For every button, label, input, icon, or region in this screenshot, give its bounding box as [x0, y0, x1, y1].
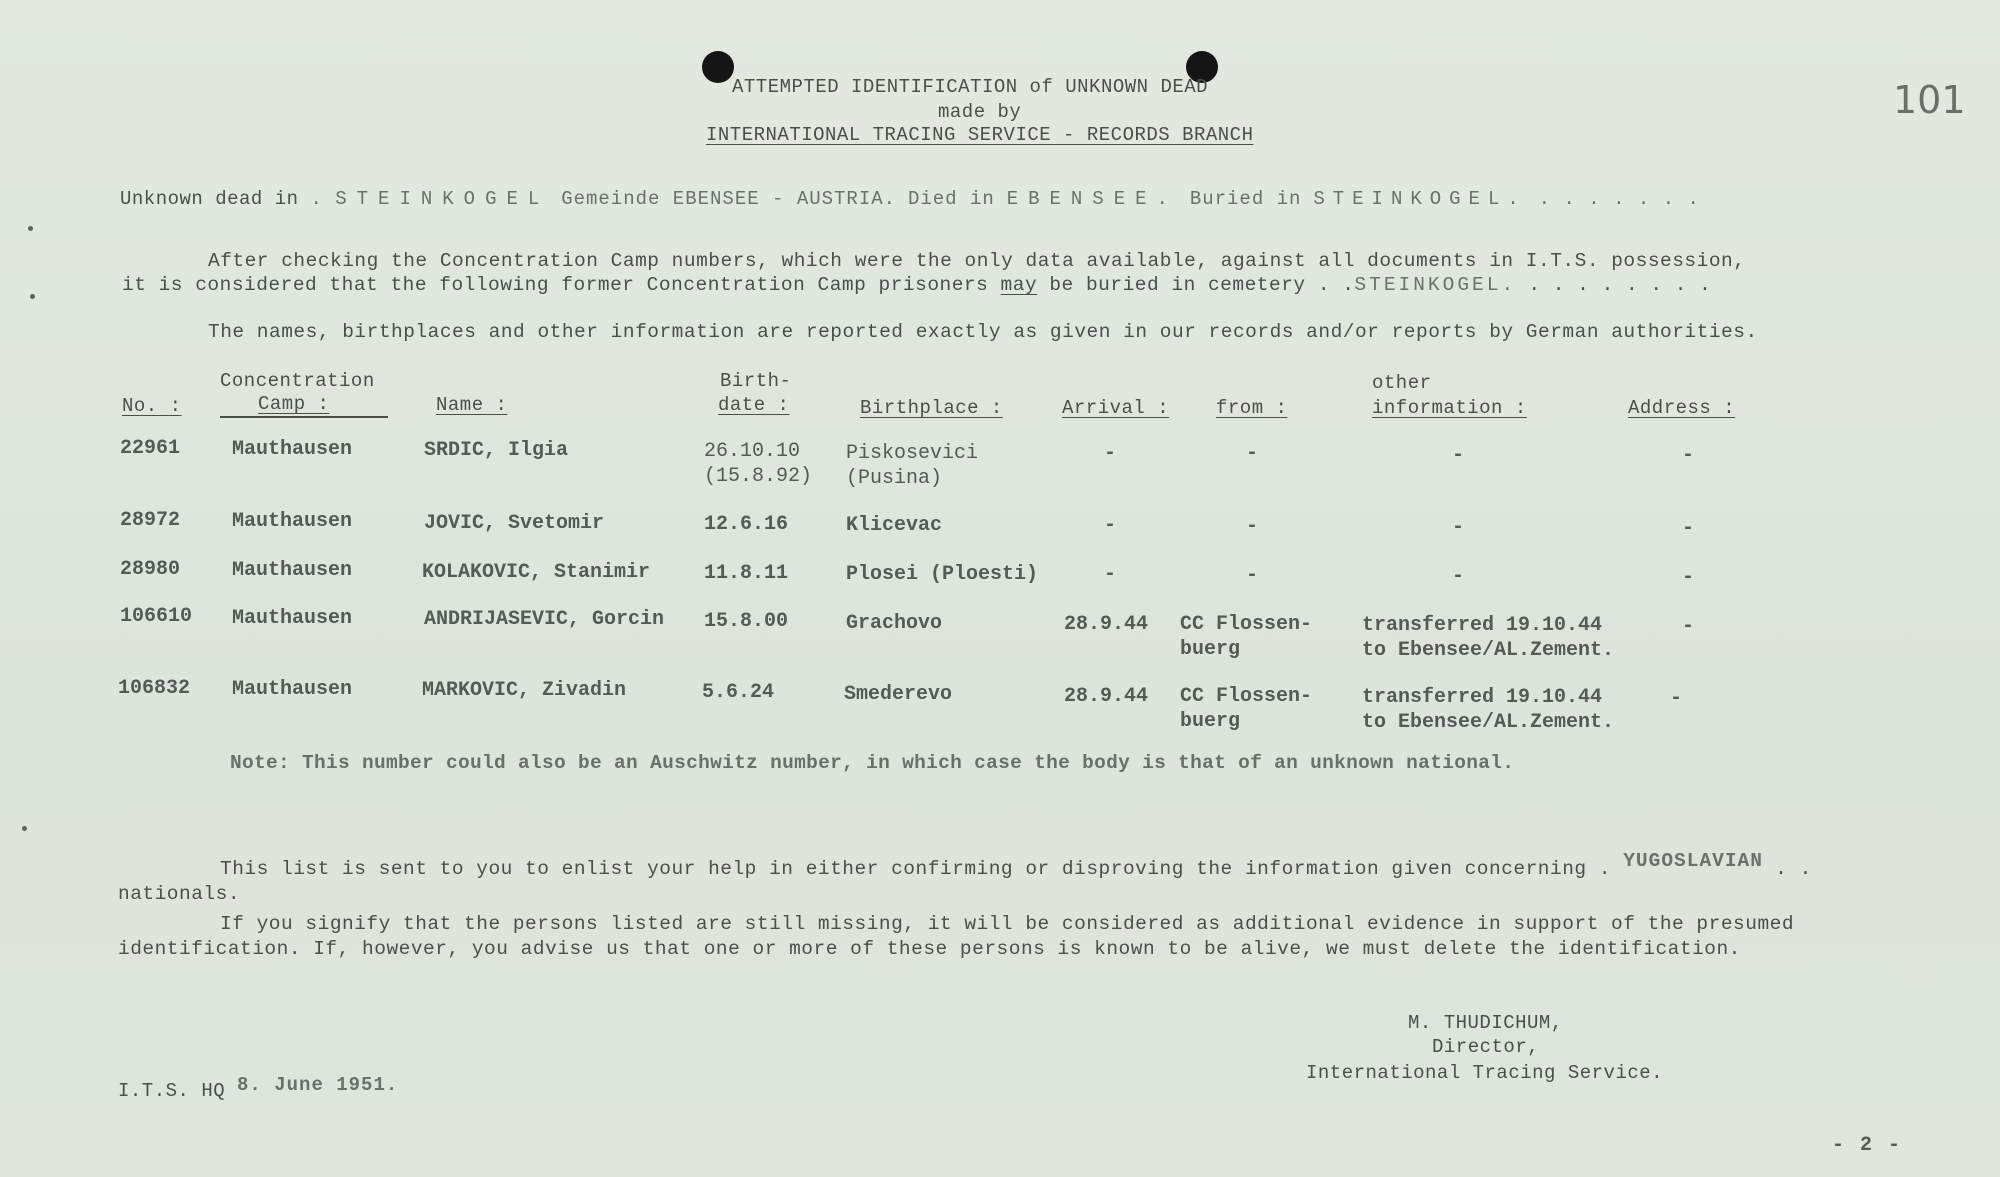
col-header-no: No. : — [122, 395, 182, 417]
col-header-camp-bottom: Camp : — [258, 393, 330, 415]
cell-no: 28980 — [120, 558, 181, 581]
signature-title: Director, — [1432, 1036, 1540, 1058]
location-line: Unknown dead in . STEINKOGEL Gemeinde EBENSEE - AUSTRIA. Died in EBENSEE. Buried in STEINKOGEL. . . . . . . . — [120, 188, 1700, 210]
margin-mark — [28, 226, 33, 231]
location-prefix: Unknown dead in — [120, 188, 299, 210]
cell-no: 28972 — [120, 509, 181, 532]
col-header-camp-rule — [220, 416, 388, 418]
location-gemeinde: Gemeinde EBENSEE - AUSTRIA. — [561, 188, 897, 210]
cell-name: MARKOVIC, Zivadin — [422, 679, 627, 702]
signature-org: International Tracing Service. — [1306, 1062, 1664, 1084]
intro-line-2-start: it is considered that the following former Concentration Camp prisoners — [122, 274, 989, 296]
cell-arrival: 28.9.44 — [1064, 613, 1149, 636]
intro-line-2: it is considered that the following former Concentration Camp prisoners may be buried in cemetery . .STEINKOGEL. . . . . . . . . — [122, 274, 1712, 296]
cell-other-cont: to Ebensee/AL.Zement. — [1362, 639, 1615, 662]
cell-other: - — [1452, 516, 1465, 539]
cell-camp: Mauthausen — [232, 678, 353, 701]
cell-from: CC Flossen- — [1180, 613, 1313, 636]
cell-camp: Mauthausen — [232, 607, 353, 630]
col-header-from: from : — [1216, 397, 1288, 419]
footer-line — [118, 1074, 399, 1102]
footer-prefix: I.T.S. HQ — [118, 1080, 226, 1102]
cell-arrival: - — [1104, 563, 1117, 586]
cell-other: - — [1452, 565, 1465, 588]
signature-name: M. THUDICHUM, — [1408, 1012, 1563, 1034]
intro-line-2-end: be buried in cemetery — [1049, 274, 1306, 296]
header-title: ATTEMPTED IDENTIFICATION of UNKNOWN DEAD — [732, 76, 1209, 98]
header-organization: INTERNATIONAL TRACING SERVICE - RECORDS BRANCH — [706, 124, 1254, 146]
margin-mark — [22, 826, 27, 831]
intro-line-1: After checking the Concentration Camp numbers, which were the only data available, against all documents in I.T.S. possession, — [208, 250, 1746, 272]
cell-other: transferred 19.10.44 — [1362, 686, 1603, 709]
cell-name: KOLAKOVIC, Stanimir — [422, 561, 651, 584]
died-label: Died in — [907, 188, 995, 210]
col-header-arrival: Arrival : — [1062, 397, 1170, 419]
closing-line-1: This list is sent to you to enlist your help in either confirming or disproving the information given concerning . YUGOSLAVIAN . . — [220, 850, 1812, 880]
nationality: YUGOSLAVIAN — [1623, 850, 1763, 872]
cell-arrival: - — [1104, 442, 1117, 465]
cell-other: transferred 19.10.44 — [1362, 614, 1603, 637]
cell-birthplace-alt: (Pusina) — [846, 467, 943, 490]
footer-date: 8. June 1951. — [237, 1074, 399, 1096]
cell-arrival: - — [1104, 514, 1117, 537]
col-header-name: Name : — [436, 394, 508, 416]
cell-birthdate: 12.6.16 — [704, 513, 789, 536]
cell-birthdate: 26.10.10 — [704, 440, 801, 463]
intro-may: may — [1000, 274, 1038, 296]
cell-from-cont: buerg — [1180, 710, 1241, 733]
header-made-by: made by — [938, 101, 1022, 123]
footer-page: - 2 - — [1832, 1134, 1903, 1157]
closing-text-1: This list is sent to you to enlist your help in either confirming or disproving the information given concerning — [220, 858, 1587, 880]
cell-from: CC Flossen- — [1180, 685, 1313, 708]
cell-other-cont: to Ebensee/AL.Zement. — [1362, 711, 1615, 734]
cell-name: ANDRIJASEVIC, Gorcin — [424, 608, 665, 631]
cell-address: - — [1682, 566, 1695, 589]
cell-from-cont: buerg — [1180, 638, 1241, 661]
cell-birthdate-alt: (15.8.92) — [704, 465, 813, 488]
cell-address: - — [1682, 615, 1695, 638]
col-header-address: Address : — [1628, 397, 1736, 419]
cell-camp: Mauthausen — [232, 510, 353, 533]
closing-line-2: If you signify that the persons listed are still missing, it will be considered as additional evidence in support of the presumed — [220, 913, 1795, 935]
cell-birthdate: 11.8.11 — [704, 562, 789, 585]
cell-name: JOVIC, Svetomir — [424, 512, 605, 535]
cell-other: - — [1452, 444, 1465, 467]
col-header-birthplace: Birthplace : — [860, 397, 1003, 419]
cell-address: - — [1682, 444, 1695, 467]
buried-place: STEINKOGEL. — [1313, 188, 1527, 210]
col-header-other-bottom: information : — [1372, 397, 1527, 419]
page-number: 101 — [1893, 78, 1966, 122]
cell-birthdate: 15.8.00 — [704, 610, 789, 633]
cell-from: - — [1246, 442, 1259, 465]
margin-mark — [30, 294, 35, 299]
cell-no: 106610 — [120, 605, 193, 628]
col-header-camp-top: Concentration — [220, 370, 375, 392]
cell-address: - — [1670, 687, 1683, 710]
cell-birthplace: Klicevac — [846, 514, 943, 537]
cell-arrival: 28.9.44 — [1064, 685, 1149, 708]
intro-line-3: The names, birthplaces and other information are reported exactly as given in our records and/or reports by German authorities. — [208, 321, 1758, 343]
cell-name: SRDIC, Ilgia — [424, 439, 569, 462]
cell-camp: Mauthausen — [232, 438, 353, 461]
cell-from: - — [1246, 564, 1259, 587]
cell-birthdate: 5.6.24 — [702, 681, 775, 704]
cell-birthplace: Piskosevici — [846, 442, 979, 465]
cell-birthplace: Smederevo — [844, 683, 953, 706]
punch-hole-left — [702, 51, 734, 83]
died-place: EBENSEE. — [1006, 188, 1178, 210]
closing-nationals: nationals. — [118, 883, 241, 905]
cell-no: 106832 — [118, 677, 191, 700]
cell-camp: Mauthausen — [232, 559, 353, 582]
cell-address: - — [1682, 517, 1695, 540]
cell-from: - — [1246, 515, 1259, 538]
cell-no: 22961 — [120, 437, 181, 460]
location-place: STEINKOGEL — [335, 188, 550, 210]
cell-birthplace: Plosei (Ploesti) — [846, 563, 1039, 586]
col-header-birth-bottom: date : — [718, 394, 790, 416]
closing-line-3: identification. If, however, you advise us that one or more of these persons is known to be alive, we must delete the identification. — [118, 938, 1741, 960]
note-text: Note: This number could also be an Auschwitz number, in which case the body is that of an unknown national. — [230, 752, 1515, 774]
col-header-birth-top: Birth- — [720, 370, 792, 392]
col-header-other-top: other — [1372, 372, 1432, 394]
buried-label: Buried in — [1189, 188, 1302, 210]
cell-birthplace: Grachovo — [846, 612, 943, 635]
cemetery-name: STEINKOGEL. — [1354, 274, 1517, 296]
